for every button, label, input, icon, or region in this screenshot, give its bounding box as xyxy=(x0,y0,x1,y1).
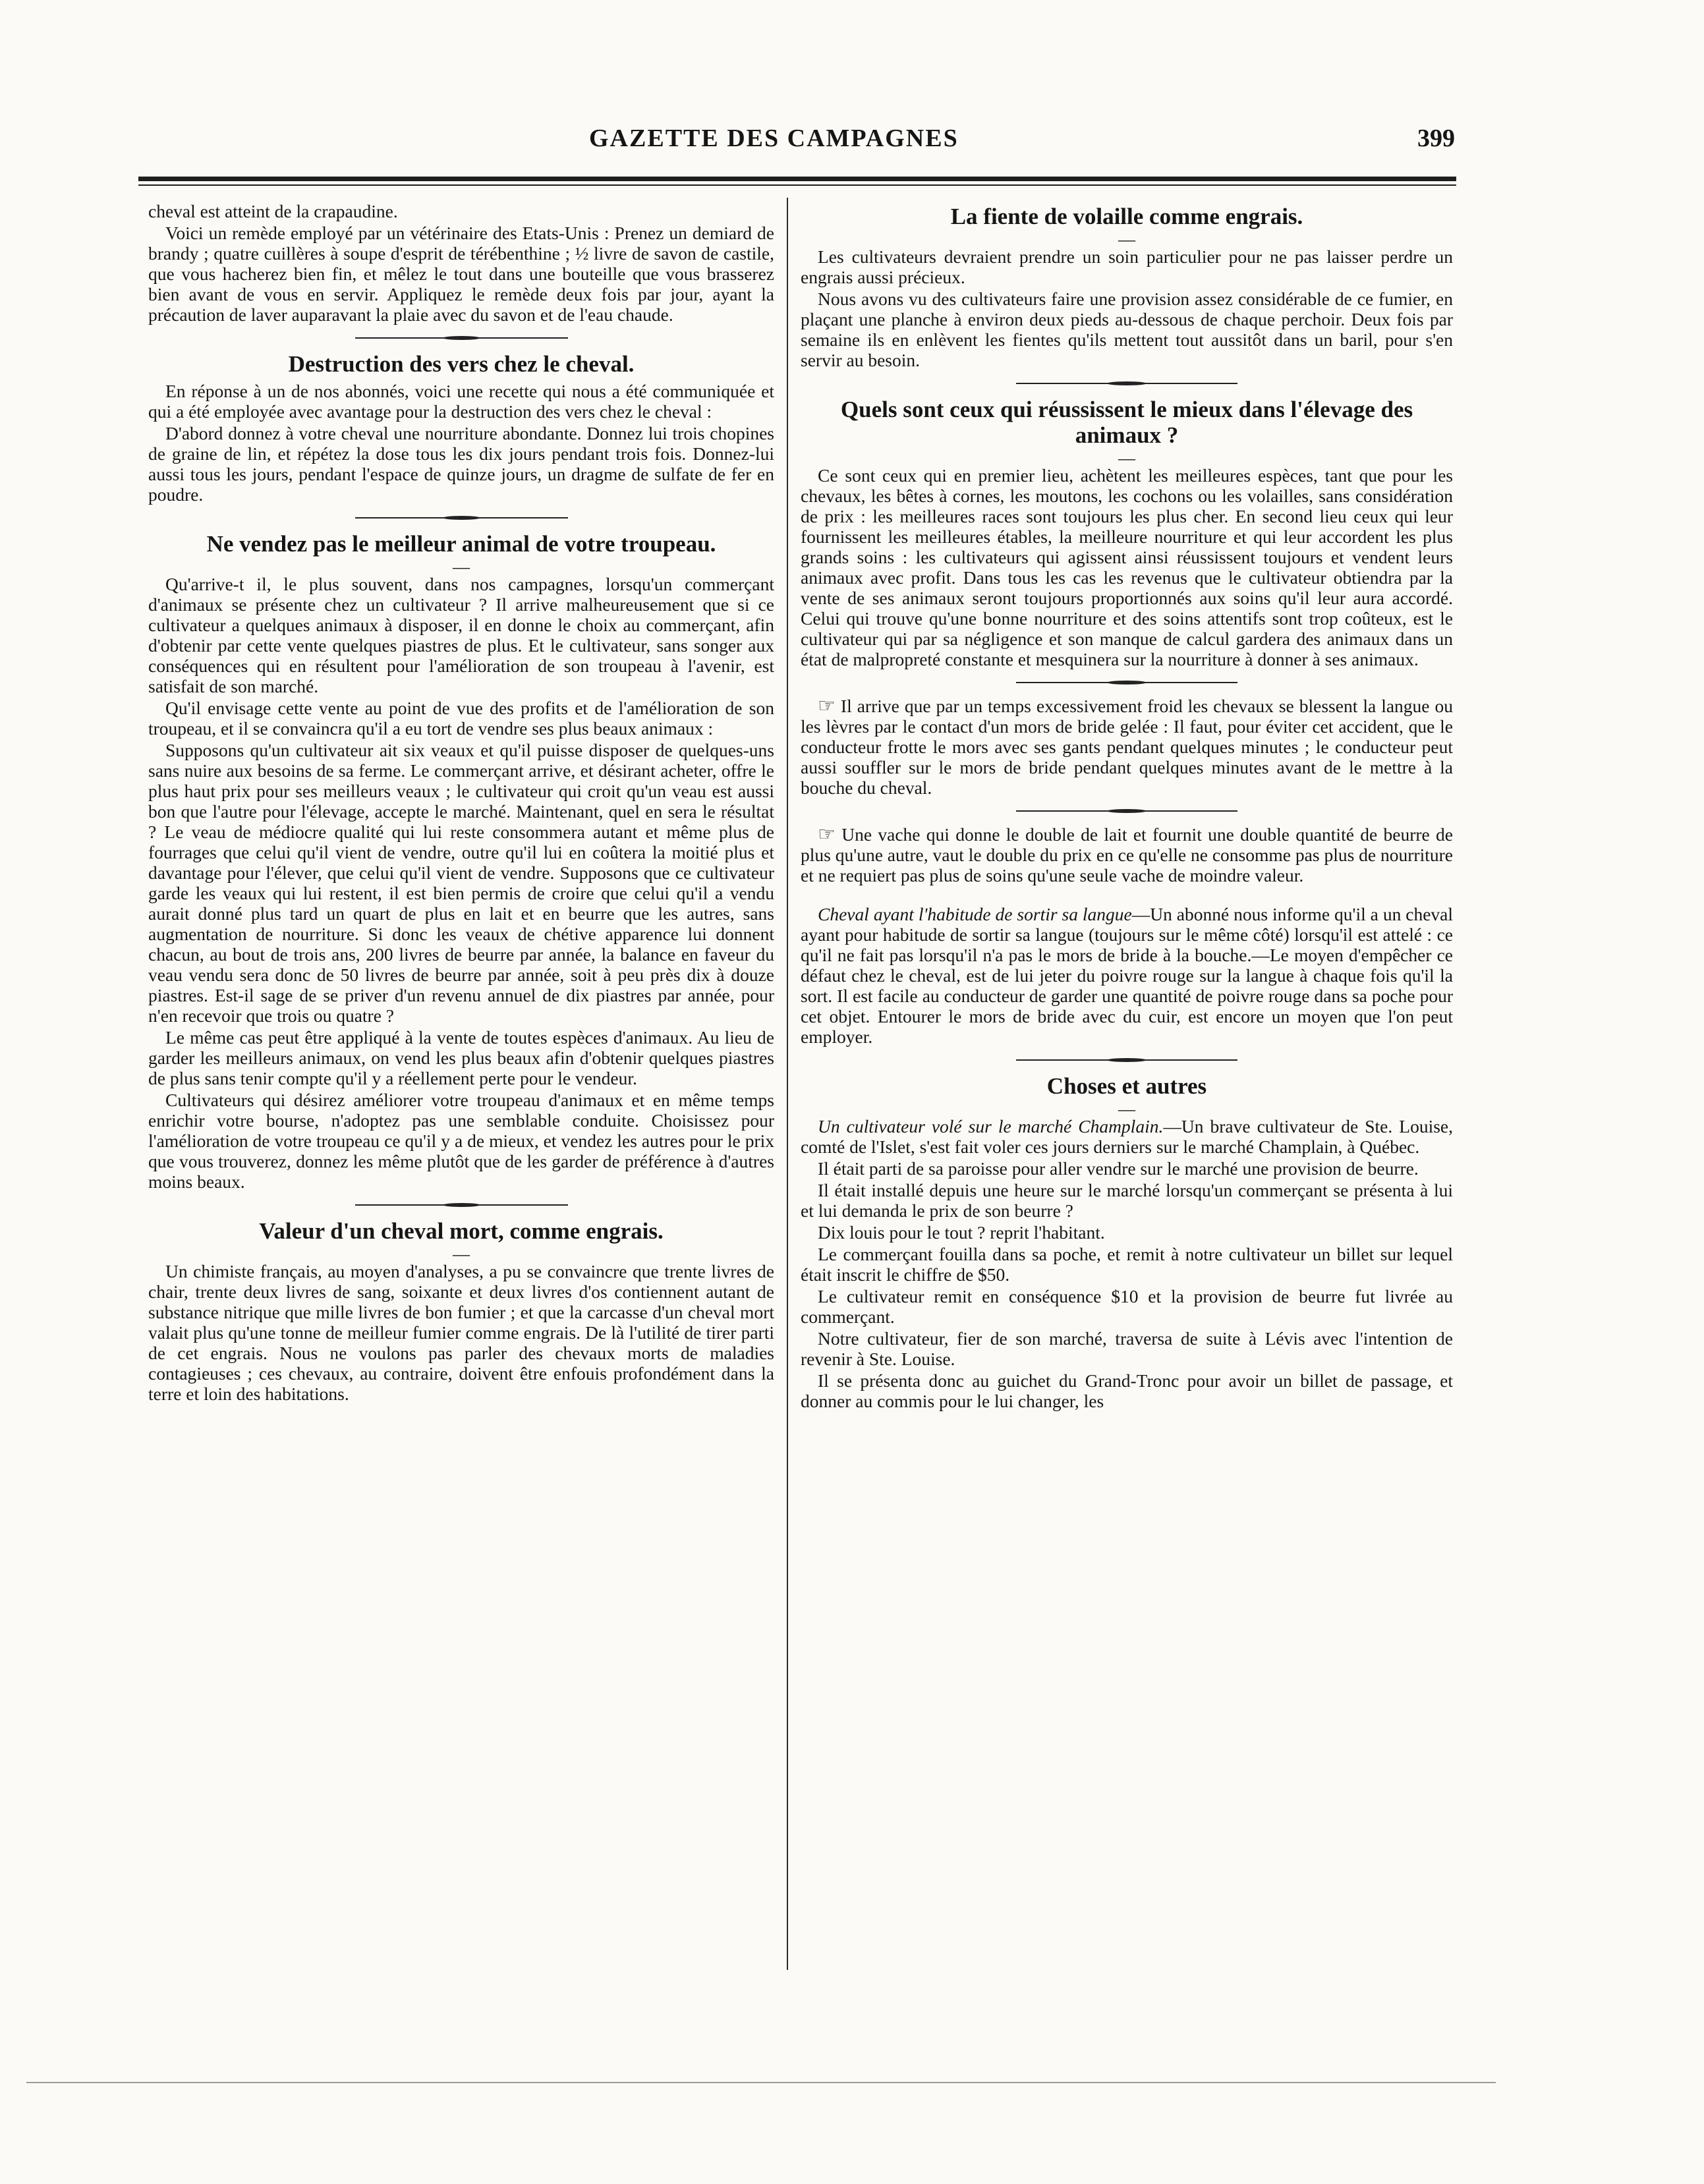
article-heading: Ne vendez pas le meilleur animal de votre troupeau. xyxy=(206,531,716,557)
paragraph: Nous avons vu des cultivateurs faire une provision assez considérable de ce fumier, en plaçant une planche à environ deux pieds au-dessous de chaque perchoir. Deux fois par semaine ils en enlèvent les fientes qu'ils mettent tout aussitôt dans un baril, pour s'en servir au besoin. xyxy=(801,289,1453,370)
page-number: 399 xyxy=(1417,125,1455,152)
dash-ornament: — xyxy=(1118,1100,1135,1119)
paragraph: Qu'arrive-t il, le plus souvent, dans nos campagnes, lorsqu'un commerçant d'animaux se présente chez un cultivateur ? Il arrive malheureusement que si ce cultivateur a quelques animaux à disposer, il en donne le choix au commerçant, afin d'obtenir par cette vente quelques piastres de plus. Et le cultivateur, sans songer aux conséquences qui en résultent pour l'amélioration de son troupeau à l'avenir, est satisfait de son marché. xyxy=(148,574,774,696)
paragraph: Dix louis pour le tout ? reprit l'habitant. xyxy=(818,1222,1105,1243)
paragraph: Il était parti de sa paroisse pour aller vendre sur le marché une provision de beurre. xyxy=(818,1158,1419,1179)
paragraph: Supposons qu'un cultivateur ait six veaux et qu'il puisse disposer de quelques-uns sans nuire aux besoins de sa ferme. Le commerçant arrive, et désirant acheter, offre le plus haut prix pour ses meilleurs veaux ; le cultivateur qui croit qu'un veau est aussi bon que l'autre pour l'élevage, accepte le marché. Maintenant, quel en sera le résultat ? Le veau de médiocre qualité qui lui reste consommera autant et même plus de fourrages que celui qu'il vient de vendre, outre qu'il lui en coûtera la moitié plus et davantage pour l'élever, que celui qu'il vient de vendre. Supposons que ce cultivateur garde les veaux qui lui restent, il est bien permis de croire que celui qu'il a vendu aurait donné plus tard un quart de plus en lait et en beurre que les autres, sans augmentation de nourriture. Si donc les veaux de chétive apparence lui donnent chacun, au bout de trois ans, 200 livres de beurre par année, la balance en faveur du veau vendu sera donc de 50 livres de beurre par année, soit à peu près dix à douze piastres. Est-il sage de se priver d'un revenu annuel de dix piastres par année, pour n'en recevoir que trois ou quatre ? xyxy=(148,740,774,1026)
paragraph: D'abord donnez à votre cheval une nourriture abondante. Donnez lui trois chopines de graine de lin, et répétez la dose tous les dix jours pendant trois fois. Donnez-lui aussi tous les jours, pendant l'espace de quinze jours, un dragme de sulfate de fer en poudre. xyxy=(148,423,774,505)
spacer xyxy=(801,887,1453,904)
paragraph: Les cultivateurs devraient prendre un soin particulier pour ne pas laisser perdre un engrais aussi précieux. xyxy=(801,246,1453,287)
paragraph: Il se présenta donc au guichet du Grand-Tronc pour avoir un billet de passage, et donner au commis pour le lui changer, les xyxy=(801,1370,1453,1411)
item-title: Un cultivateur volé sur le marché Champlain. xyxy=(818,1116,1164,1136)
left-column xyxy=(148,201,774,1405)
pointing-hand-icon: ☞ xyxy=(818,824,836,845)
paragraph-text: —Un brave cultivateur de Ste. Louise, comté de l'Islet, s'est fait voler ces jours derniers sur le marché Champlain, à Québec. xyxy=(801,1116,1453,1157)
paragraph: Cultivateurs qui désirez améliorer votre troupeau d'animaux et en même temps enrichir votre bourse, n'adoptez pas une semblable conduite. Choisissez pour l'amélioration de votre troupeau ce qu'il y a de mieux, et vendez les autres pour le prix que vous trouverez, donnez les même plutôt que de les garder de préférence à d'autres moins beaux. xyxy=(148,1090,774,1192)
item-title: Cheval ayant l'habitude de sortir sa langue xyxy=(818,904,1132,924)
paragraph: Notre cultivateur, fier de son marché, traversa de suite à Lévis avec l'intention de revenir à Ste. Louise. xyxy=(801,1328,1453,1369)
paragraph: Un chimiste français, au moyen d'analyses, a pu se convaincre que trente livres de chair, trente deux livres de sang, soixante et deux livres d'os contiennent autant de substance nitrique que mille livres de bon fumier ; et que la carcasse d'un cheval mort valait plus qu'une tonne de meilleur fumier comme engrais. De là l'utilité de tirer parti de cet engrais. Nous ne voulons pas parler des chevaux morts de maladies contagieuses ; ces chevaux, au contraire, doivent être enfouis profondément dans la terre et loin des habitations. xyxy=(148,1261,774,1404)
section-separator xyxy=(148,510,774,526)
article-heading: Valeur d'un cheval mort, comme engrais. xyxy=(259,1218,664,1244)
paragraph xyxy=(801,696,1453,798)
dash-ornament: — xyxy=(1118,449,1135,468)
paragraph: Qu'il envisage cette vente au point de vue des profits et de l'amélioration de son troupeau, et il se convaincra qu'il a eu tort de vendre ses plus beaux animaux : xyxy=(148,698,774,739)
paragraph: Ce sont ceux qui en premier lieu, achètent les meilleures espèces, tant que pour les chevaux, les bêtes à cornes, les moutons, les cochons ou les volailles, sans considération de prix : les meilleures races sont toujours les plus cher. En second lieu ceux qui leur fournissent les meilleures étables, la meilleure nourriture et qui leur accordent les plus grands soins : les cultivateurs qui agissent ainsi réussissent toujours et vendent leurs animaux avec profit. Dans tous les cas les revenus que le cultivateur obtiendra par la vente de ses animaux seront toujours proportionnés aux soins qu'il leur aura accordé. Celui qui trouve qu'une bonne nourriture et des soins attentifs sont trop coûteux, est le cultivateur qui par sa négligence et son manque de calcul gardera des animaux dans un état de malpropreté constante et mesquinera sur la nourriture à donner à ses animaux. xyxy=(801,465,1453,669)
article-heading: Destruction des vers chez le cheval. xyxy=(288,351,635,377)
section-separator xyxy=(801,1052,1453,1068)
article-heading: Quels sont ceux qui réussissent le mieux dans l'élevage des animaux ? xyxy=(840,397,1413,448)
footer-rule xyxy=(26,2082,1496,2083)
page-header xyxy=(144,124,1455,157)
header-rule xyxy=(138,177,1456,181)
section-separator xyxy=(801,803,1453,819)
paragraph-text: Il arrive que par un temps excessivement froid les chevaux se blessent la langue ou les lèvres par le contact d'un mors de bride gelée : Il faut, pour éviter cet accident, que le conducteur frotte le mors avec ses gants pendant quelques minutes ; le conducteur peut aussi souffler sur le mors de bride pendant quelques minutes avant de le mettre à la bouche du cheval. xyxy=(801,696,1454,798)
right-column xyxy=(801,201,1453,1413)
section-separator xyxy=(148,1197,774,1213)
dash-ornament: — xyxy=(453,1245,470,1264)
paragraph-text: —Un abonné nous informe qu'il a un cheval ayant pour habitude de sortir sa langue (toujours sur le même côté) lorsqu'il est attelé : ce qu'il ne fait pas lorsqu'il n'a pas le mors de bride à la bouche.—Le moyen d'empêcher ce défaut chez le cheval, est de lui jeter du poivre rouge sur la langue à chaque fois qu'il la sort. Il est facile au conducteur de garder une quantité de poivre rouge dans sa poche pour cet objet. Entourer le mors de bride avec du cuir, est encore un moyen que l'on peut employer. xyxy=(801,904,1454,1047)
paragraph xyxy=(801,824,1453,885)
page-title: GAZETTE DES CAMPAGNES xyxy=(589,125,959,152)
section-separator xyxy=(801,675,1453,690)
article-heading: Choses et autres xyxy=(1046,1073,1207,1099)
column-divider xyxy=(787,198,788,1970)
paragraph: Le commerçant fouilla dans sa poche, et remit à notre cultivateur un billet sur lequel était inscrit le chiffre de $50. xyxy=(801,1244,1453,1285)
paragraph xyxy=(801,904,1453,1047)
pointing-hand-icon: ☞ xyxy=(818,695,836,717)
paragraph: Il était installé depuis une heure sur le marché lorsqu'un commerçant se présenta à lui et lui demanda le prix de son beurre ? xyxy=(801,1180,1453,1221)
article-heading: La fiente de volaille comme engrais. xyxy=(950,204,1303,229)
section-separator xyxy=(148,330,774,346)
section-separator xyxy=(801,376,1453,391)
paragraph: Le même cas peut être appliqué à la vente de toutes espèces d'animaux. Au lieu de garder les meilleurs animaux, on vend les plus beaux afin d'obtenir quelques piastres de plus sans tenir compte qu'il y a réellement perte pour le vendeur. xyxy=(148,1027,774,1088)
paragraph: cheval est atteint de la crapaudine. xyxy=(148,201,398,221)
header-rule-thin xyxy=(138,184,1456,186)
dash-ornament: — xyxy=(453,557,470,576)
paragraph xyxy=(801,1116,1453,1157)
paragraph: En réponse à un de nos abonnés, voici une recette qui nous a été communiquée et qui a été employée avec avantage pour la destruction des vers chez le cheval : xyxy=(148,381,774,422)
paragraph-text: Une vache qui donne le double de lait et fournit une double quantité de beurre de plus qu'une autre, vaut le double du prix en ce qu'elle ne consomme pas plus de nourriture et ne requiert pas plus de soins qu'une seule vache de moindre valeur. xyxy=(801,824,1454,885)
dash-ornament: — xyxy=(1118,230,1135,249)
paragraph: Voici un remède employé par un vétérinaire des Etats-Unis : Prenez un demiard de brandy ; quatre cuillères à soupe d'esprit de térébenthine ; ½ livre de savon de castile, que vous hacherez bien fin, et mêlez le tout dans une bouteille que vous brasserez bien avant de vous en servir. Appliquez le remède deux fois par jour, ayant la précaution de laver auparavant la plaie avec du savon et de l'eau chaude. xyxy=(148,223,774,325)
paragraph: Le cultivateur remit en conséquence $10 et la provision de beurre fut livrée au commerçant. xyxy=(801,1286,1453,1327)
